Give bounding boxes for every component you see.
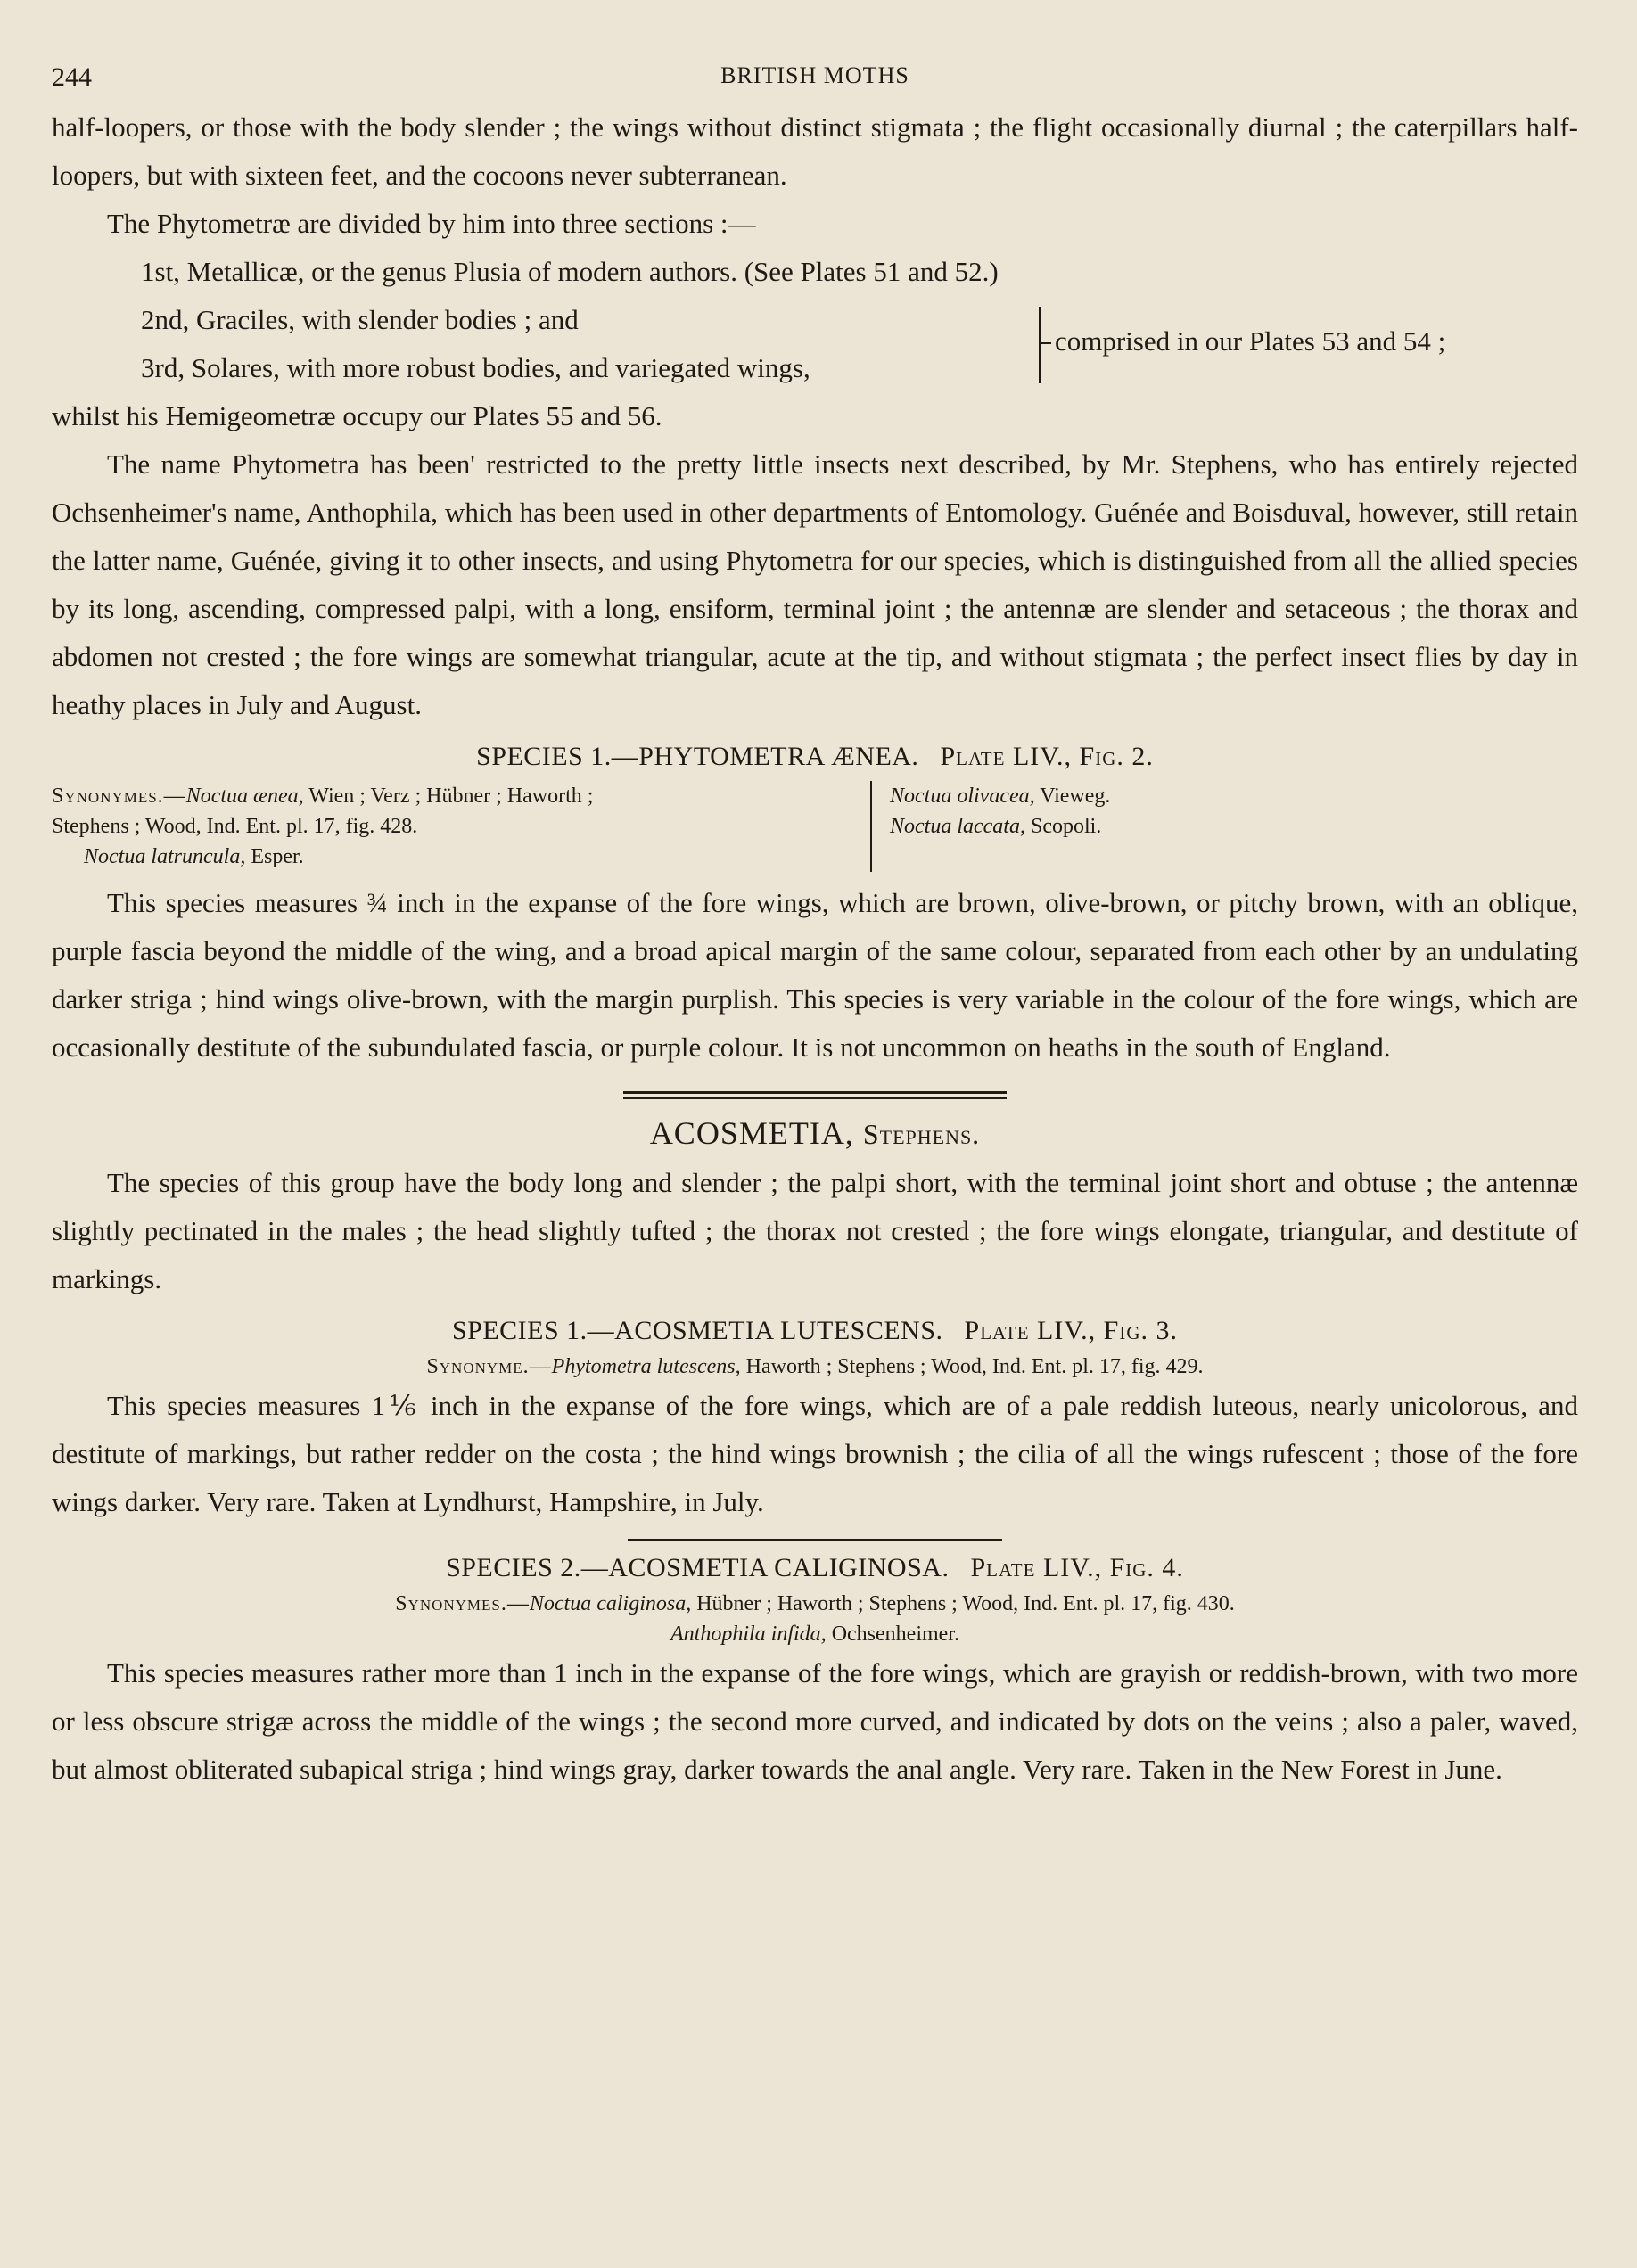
species-title: SPECIES 1.—ACOSMETIA LUTESCENS. (451, 1316, 943, 1345)
running-title: BRITISH MOTHS (720, 62, 909, 88)
intro-paragraph-continuation: half-loopers, or those with the body slender ; the wings without distinct stigmata ; the flight occasionally diurnal ; the caterpillars half-loopers, but with sixteen feet, and the cocoons never subterranean. (52, 111, 1578, 191)
species-title: SPECIES 2.—ACOSMETIA CALIGINOSA. (446, 1553, 950, 1582)
synonym-name: Phytometra lutescens, (551, 1355, 741, 1378)
synonym-line-lutescens (52, 1352, 1578, 1382)
section-item-2: 2nd, Graciles, with slender bodies ; and (141, 304, 579, 335)
species-title: SPECIES 1.—PHYTOMETRA ÆNEA. (476, 742, 919, 771)
synonym-name: Noctua latruncula, (84, 845, 246, 868)
section-item-3: 3rd, Solares, with more robust bodies, and variegated wings, (141, 352, 810, 383)
plate-reference: Plate LIV., Fig. 4. (970, 1553, 1184, 1582)
double-rule-divider (623, 1091, 1007, 1099)
genus-name: ACOSMETIA, (649, 1115, 854, 1151)
sections-list (52, 248, 1578, 392)
plate-reference: Plate LIV., Fig. 2. (940, 742, 1154, 771)
synonym-authors: Ochsenheimer. (826, 1623, 959, 1646)
synonym-authors: Haworth ; Stephens ; Wood, Ind. Ent. pl. 17, fig. 429. (740, 1355, 1204, 1378)
synonyms-label: Synonymes.— (52, 785, 186, 808)
synonym-authors: Scopoli. (1024, 815, 1102, 838)
species-heading-acosmetia-caliginosa (52, 1548, 1578, 1589)
synonym-name: Noctua ænea, (185, 785, 304, 808)
species-heading-acosmetia-lutescens (52, 1311, 1578, 1352)
section-item-1: 1st, Metallicæ, or the genus Plusia of modern authors. (See Plates 51 and 52.) (141, 256, 999, 287)
species-heading-phytometra-aenea (52, 736, 1578, 777)
synonym-authors: Vieweg. (1034, 785, 1111, 808)
synonym-name: Anthophila infida, (670, 1623, 827, 1646)
synonym-name: Noctua caliginosa, (529, 1592, 692, 1615)
genus-description: The species of this group have the body long and slender ; the palpi short, with the terminal joint short and obtuse ; the antennæ slightly pectinated in the males ; the head slightly tufted ; the thorax not crested ; the fore wings elongate, triangular, and destitute of markings. (52, 1167, 1578, 1294)
genus-author: Stephens. (862, 1118, 981, 1150)
synonyms-table-phytometra (52, 781, 1578, 872)
synonyms-label: Synonymes.— (395, 1592, 530, 1615)
intro-paragraph-hemigeometrae: whilst his Hemigeometræ occupy our Plates 55 and 56. (52, 400, 662, 431)
page-number: 244 (52, 62, 92, 92)
brace-group (141, 296, 1578, 392)
synonym-line-caliginosa-2 (52, 1619, 1578, 1649)
synonyms-label: Synonyme.— (426, 1355, 552, 1378)
species-description-caliginosa: This species measures rather more than 1 inch in the expanse of the fore wings, which are grayish or reddish-brown, with two more or less obscure strigæ across the middle of the wings ; the second more curved, and indicated by dots on the veins ; also a paler, waved, but almost obliterated subapical striga ; hind wings gray, darker towards the anal angle. Very rare. Taken in the New Forest in June. (52, 1657, 1578, 1785)
synonym-authors: Wien ; Verz ; Hübner ; Haworth ; (303, 785, 594, 808)
synonym-line-caliginosa (52, 1589, 1578, 1619)
synonym-authors: Hübner ; Haworth ; Stephens ; Wood, Ind. Ent. pl. 17, fig. 430. (691, 1592, 1235, 1615)
running-head (52, 53, 1578, 103)
synonyms-left-column (52, 781, 872, 872)
intro-paragraph-sections: The Phytometræ are divided by him into three sections :— (107, 208, 756, 239)
intro-paragraph-phytometra: The name Phytometra has been' restricted to the pretty little insects next described, by Mr. Stephens, who has entirely rejected Ochsenheimer's name, Anthophila, which has been used in other departments of Entomology. Guénée and Boisduval, however, still retain the latter name, Guénée, giving it to other insects, and using Phytometra for our species, which is distinguished from all the allied species by its long, ascending, compressed palpi, with a long, ensiform, terminal joint ; the antennæ are slender and setaceous ; the thorax and abdomen not crested ; the fore wings are somewhat triangular, acute at the tip, and without stigmata ; the perfect insect flies by day in heathy places in July and August. (52, 448, 1578, 720)
synonyms-right-column (872, 781, 1110, 872)
genus-heading-acosmetia (52, 1108, 1578, 1159)
synonym-name: Noctua laccata, (890, 815, 1025, 838)
species-description-phytometra: This species measures ¾ inch in the expanse of the fore wings, which are brown, olive-brown, or pitchy brown, with an oblique, purple fascia beyond the middle of the wing, and a broad apical margin of the same colour, separated from each other by an undulating darker striga ; hind wings olive-brown, with the margin purplish. This species is very variable in the colour of the fore wings, which are occasionally destitute of the subundulated fascia, or purple colour. It is not uncommon on heaths in the south of England. (52, 887, 1578, 1063)
species-description-lutescens: This species measures 1⅙ inch in the expanse of the fore wings, which are of a pale reddish luteous, nearly unicolorous, and destitute of markings, but rather redder on the costa ; the hind wings brownish ; the cilia of all the wings rufescent ; those of the fore wings darker. Very rare. Taken at Lyndhurst, Hampshire, in July. (52, 1390, 1578, 1517)
synonym-authors: Esper. (245, 845, 304, 868)
single-rule-divider (628, 1539, 1002, 1541)
synonym-name: Noctua olivacea, (890, 785, 1035, 808)
synonym-line: Stephens ; Wood, Ind. Ent. pl. 17, fig. 428. (52, 815, 418, 838)
brace-note: comprised in our Plates 53 and 54 ; (1055, 325, 1446, 357)
plate-reference: Plate LIV., Fig. 3. (964, 1316, 1179, 1345)
curly-brace (1028, 307, 1041, 383)
